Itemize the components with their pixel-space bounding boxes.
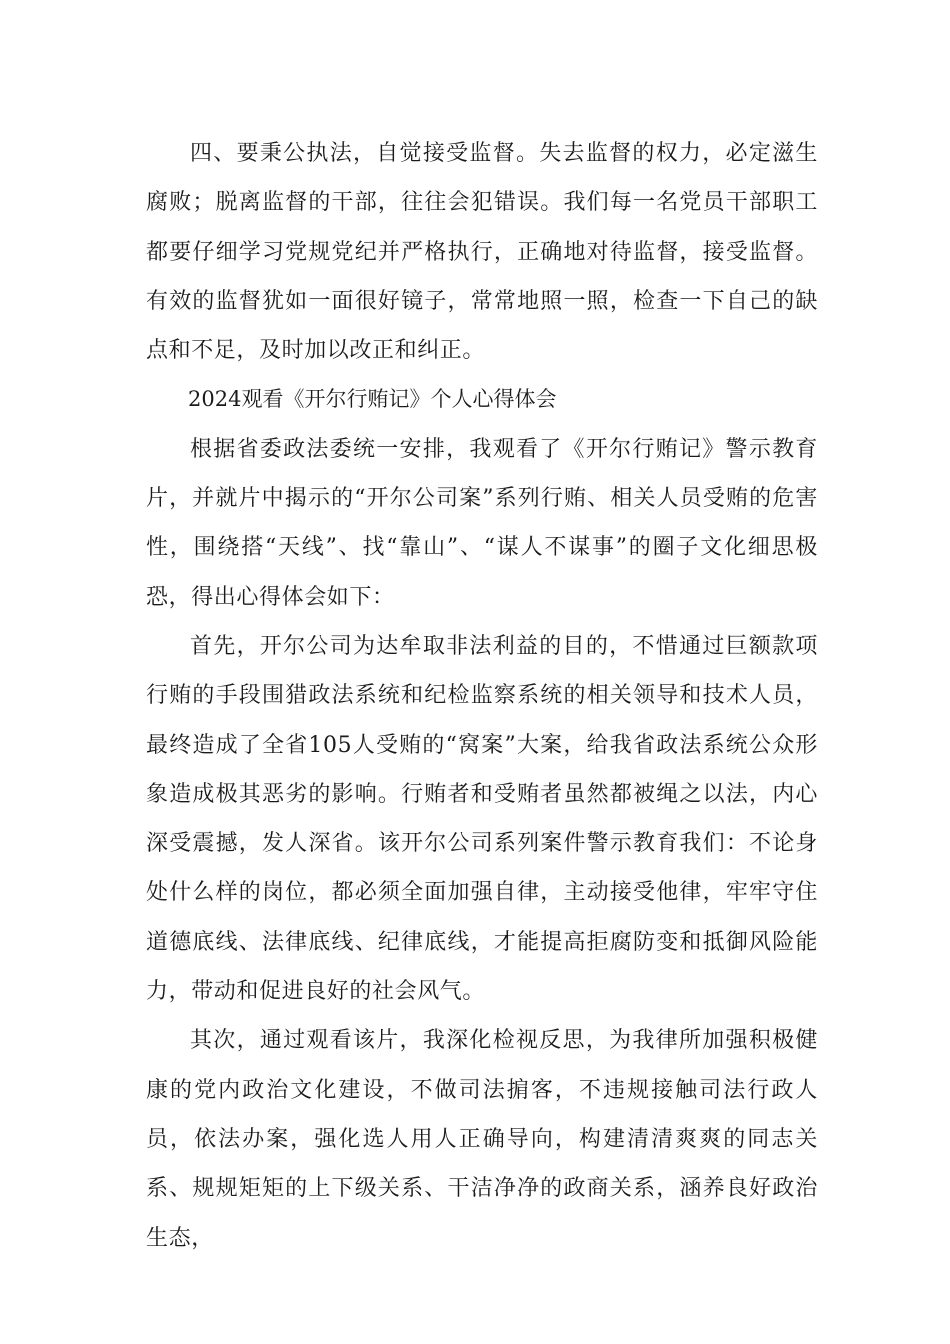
paragraph-supervision: 四、要秉公执法，自觉接受监督。失去监督的权力，必定滋生腐败；脱离监督的干部，往往会犯错误。我们每一名党员干部职工都要仔细学习党规党纪并严格执行，正确地对待监督，接受监督。有效的监督犹如一面很好镜子，常常地照一照，检查一下自己的缺点和不足，及时加以改正和纠正。 [146,141,818,364]
paragraph-first: 首先，开尔公司为达牟取非法利益的目的，不惜通过巨额款项行贿的手段围猎政法系统和纪检监察系统的相关领导和技术人员，最终造成了全省105人受贿的“窝案”大案，给我省政法系统公众形象造成极其恶劣的影响。行贿者和受贿者虽然都被绳之以法，内心深受震撼，发人深省。该开尔公司系列案件警示教育我们：不论身处什么样的岗位，都必须全面加强自律，主动接受他律，牢牢守住道德底线、法律底线、纪律底线，才能提高拒腐防变和抵御风险能力，带动和促进良好的社会风气。 [146,633,818,1005]
document-body [146,129,818,1263]
paragraph-second: 其次，通过观看该片，我深化检视反思，为我律所加强积极健康的党内政治文化建设，不做司法掮客，不违规接触司法行政人员，依法办案，强化选人用人正确导向，构建清清爽爽的同志关系、规规矩矩的上下级关系、干洁净净的政商关系，涵养良好政治生态， [146,1028,818,1251]
section-heading: 2024观看《开尔行贿记》个人心得体会 [188,387,557,412]
paragraph-intro: 根据省委政法委统一安排，我观看了《开尔行贿记》警示教育片，并就片中揭示的“开尔公司案”系列行贿、相关人员受贿的危害性，围绕搭“天线”、找“靠山”、“谋人不谋事”的圈子文化细思极恐，得出心得体会如下： [146,436,818,610]
